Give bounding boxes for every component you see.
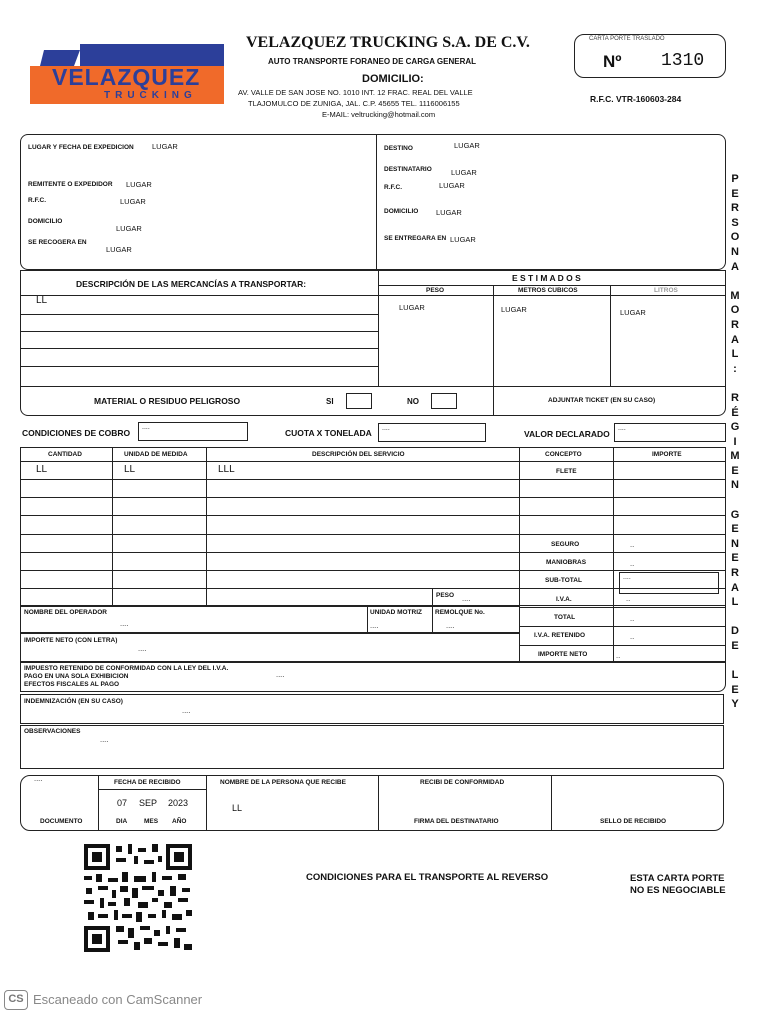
ticket-label: ADJUNTAR TICKET (EN SU CASO) (548, 397, 656, 404)
anio-label: AÑO (172, 818, 187, 825)
valor-input[interactable]: .... (614, 423, 726, 442)
fecha-recibido-label: FECHA DE RECIBIDO (114, 779, 181, 786)
side-text-char: P (731, 173, 739, 185)
goods-box (20, 270, 726, 416)
folio-prefix: Nº (603, 52, 622, 71)
goods-description-value[interactable]: LL (36, 295, 48, 306)
remitente-value[interactable]: LUGAR (126, 180, 152, 189)
mes-label: MES (144, 818, 159, 825)
concept-maniobras: MANIOBRAS (546, 559, 587, 566)
unidad-value[interactable]: LL (124, 464, 136, 475)
metros-value[interactable]: LUGAR (501, 305, 527, 314)
side-text-char: E (731, 187, 739, 200)
side-text-char: R (731, 567, 739, 580)
dia-value[interactable]: 07 (117, 798, 128, 808)
sello-label: SELLO DE RECIBIDO (600, 818, 667, 825)
peso-label: PESO (436, 592, 455, 599)
logo-sub-text: TRUCKING (104, 90, 197, 101)
importe-letra-label: IMPORTE NETO (CON LETRA) (24, 637, 118, 644)
recipient-rfc-value[interactable]: LUGAR (439, 181, 465, 190)
recipient-rfc-label: R.F.C. (384, 184, 403, 191)
col-cantidad: CANTIDAD (48, 451, 82, 458)
camscanner-badge (4, 990, 28, 1010)
concept-flete: FLETE (556, 468, 577, 475)
domicilio-title: DOMICILIO: (362, 73, 424, 85)
side-text-char (728, 493, 742, 508)
side-text-char: R (731, 202, 739, 215)
side-text-char: G (730, 421, 740, 434)
logo-main-text: VELAZQUEZ (52, 64, 201, 90)
side-text-char: A (731, 333, 739, 346)
side-text-char: É (731, 406, 739, 419)
firma-label: FIRMA DEL DESTINATARIO (414, 818, 499, 825)
importe-subtotal[interactable]: .... (619, 572, 719, 594)
valor-label: VALOR DECLARADO (524, 429, 610, 439)
side-text-char: A (731, 260, 739, 273)
side-text-char: L (731, 348, 739, 361)
observaciones-label: OBSERVACIONES (24, 728, 81, 735)
recipient-domicilio-label: DOMICILIO (384, 208, 419, 215)
hazmat-label: MATERIAL O RESIDUO PELIGROSO (94, 396, 241, 406)
cantidad-value[interactable]: LL (36, 464, 48, 475)
unidad-motriz-label: UNIDAD MOTRIZ (370, 609, 422, 616)
recoger-label: SE RECOGERA EN (28, 239, 87, 246)
side-text-char (728, 654, 742, 669)
carta-porte-label: CARTA PORTE TRASLADO (589, 36, 665, 42)
side-text-char: A (731, 581, 739, 594)
side-text-char: E (731, 552, 739, 565)
col-descripcion: DESCRIPCIÓN DEL SERVICIO (312, 451, 405, 458)
side-text-char: Y (731, 698, 739, 711)
indemnizacion-value[interactable]: .... (182, 706, 191, 715)
unidad-motriz-value[interactable]: .... (370, 621, 379, 630)
col-importe: IMPORTE (652, 451, 682, 458)
concept-seguro: SEGURO (551, 541, 580, 548)
goods-description-title: DESCRIPCIÓN DE LAS MERCANCÍAS A TRANSPORTAR: (76, 279, 307, 289)
importe-iva-retenido[interactable]: .. (630, 632, 635, 641)
col-concepto: CONCEPTO (545, 451, 582, 458)
side-text-char: L (731, 596, 739, 609)
documento-label: DOCUMENTO (40, 818, 83, 825)
importe-letra-value[interactable]: .... (138, 644, 147, 653)
no-negociable-line-2: NO ES NEGOCIABLE (630, 885, 726, 896)
indemnizacion-row (20, 694, 724, 724)
no-negociable-line-1: ESTA CARTA PORTE (630, 873, 725, 884)
persona-recibe-label: NOMBRE DE LA PERSONA QUE RECIBE (220, 779, 346, 786)
anio-value[interactable]: 2023 (168, 798, 189, 808)
concept-subtotal: SUB-TOTAL (545, 577, 582, 584)
sender-domicilio-value[interactable]: LUGAR (116, 224, 142, 233)
importe-iva[interactable]: .. (626, 594, 631, 603)
concept-iva-retenido: I.V.A. RETENIDO (534, 632, 586, 639)
concept-total: TOTAL (554, 614, 576, 621)
observaciones-row (20, 725, 724, 769)
cobro-input[interactable]: .... (138, 422, 248, 441)
impuesto-line-3: EFECTOS FISCALES AL PAGO (24, 681, 120, 688)
sender-rfc-label: R.F.C. (28, 197, 47, 204)
folio-number: 1310 (661, 51, 705, 71)
litros-value[interactable]: LUGAR (620, 308, 646, 317)
side-text-char: N (731, 537, 739, 550)
company-logo (30, 42, 226, 108)
qr-code (82, 842, 194, 954)
destino-value[interactable]: LUGAR (454, 141, 480, 150)
camscanner-text: Escaneado con CamScanner (33, 992, 203, 1007)
side-text-char: R (731, 391, 739, 404)
qr-code-icon (82, 842, 194, 954)
col-unidad: UNIDAD DE MEDIDA (124, 451, 188, 458)
importe-total[interactable]: .. (630, 614, 635, 623)
destinatario-label: DESTINATARIO (384, 166, 432, 173)
company-rfc: R.F.C. VTR-160603-284 (590, 94, 682, 104)
observaciones-value[interactable]: .... (100, 735, 109, 744)
sender-domicilio-label: DOMICILIO (28, 218, 63, 225)
documento-value[interactable]: .... (34, 774, 43, 783)
destino-label: DESTINO (384, 145, 413, 152)
sender-rfc-value[interactable]: LUGAR (120, 197, 146, 206)
company-name: VELAZQUEZ TRUCKING S.A. DE C.V. (246, 34, 530, 51)
side-text-char (728, 610, 742, 625)
side-text-char: N (731, 479, 739, 492)
impuesto-value[interactable]: .... (276, 670, 285, 679)
concept-iva: I.V.A. (556, 596, 572, 603)
company-tagline: AUTO TRANSPORTE FORANEO DE CARGA GENERAL (268, 57, 477, 66)
conditions-text: CONDICIONES PARA EL TRANSPORTE AL REVERSO (306, 872, 549, 883)
estimados-title: E S T I M A D O S (512, 273, 581, 283)
side-text-char: I (733, 435, 737, 448)
place-date-label: LUGAR Y FECHA DE EXPEDICION (28, 144, 134, 151)
side-text-char: O (730, 304, 740, 317)
entregara-label: SE ENTREGARA EN (384, 235, 447, 242)
remolque-label: REMOLQUE No. (435, 609, 485, 616)
side-text-char: D (731, 625, 739, 638)
side-text-char: M (730, 450, 740, 463)
address-line-2: TLAJOMULCO DE ZUNIGA, JAL. C.P. 45655 TEL. 1116006155 (248, 99, 460, 108)
side-text-char (728, 376, 742, 391)
email-line: E-MAIL: veltrucking@hotmail.com (322, 110, 436, 119)
descripcion-value[interactable]: LLL (218, 464, 235, 475)
side-text-char (728, 274, 742, 289)
cobro-label: CONDICIONES DE COBRO (22, 428, 131, 438)
address-line-1: AV. VALLE DE SAN JOSE NO. 1010 INT. 12 FRAC. REAL DEL VALLE (238, 88, 473, 97)
operador-label: NOMBRE DEL OPERADOR (24, 609, 107, 616)
hazmat-si-label: SI (326, 397, 334, 406)
place-date-value[interactable]: LUGAR (152, 142, 178, 151)
entregara-value[interactable]: LUGAR (450, 235, 476, 244)
mes-value[interactable]: SEP (139, 798, 158, 808)
recoger-value[interactable]: LUGAR (106, 245, 132, 254)
persona-recibe-value[interactable]: LL (232, 803, 243, 813)
remitente-label: REMITENTE O EXPEDIDOR (28, 181, 113, 188)
recipient-domicilio-value[interactable]: LUGAR (436, 208, 462, 217)
side-text-char: S (731, 216, 739, 229)
hazmat-no-checkbox[interactable] (431, 393, 457, 409)
metros-header: METROS CUBICOS (518, 287, 578, 294)
side-vertical-text (728, 172, 742, 712)
importe-seguro[interactable]: .. (630, 540, 635, 549)
peso-header: PESO (426, 287, 445, 294)
conformidad-label: RECIBI DE CONFORMIDAD (420, 779, 505, 786)
importe-neto[interactable]: .. (616, 651, 621, 660)
side-text-char: N (731, 245, 739, 258)
side-text-char: E (731, 640, 739, 652)
destinatario-value[interactable]: LUGAR (451, 168, 477, 177)
litros-header: LITROS (654, 287, 678, 294)
peso-value-lower[interactable]: .... (462, 594, 471, 603)
operador-value[interactable]: .... (120, 619, 129, 628)
side-text-char: : (733, 362, 737, 375)
camscanner-badge-text: CS (8, 993, 24, 1005)
remolque-value[interactable]: .... (446, 621, 455, 630)
hazmat-si-checkbox[interactable] (346, 393, 372, 409)
impuesto-line-1: IMPUESTO RETENIDO DE CONFORMIDAD CON LA LEY DEL I.V.A. (24, 665, 229, 672)
side-text-char: E (731, 464, 739, 477)
cuota-input[interactable]: .... (378, 423, 486, 442)
side-text-char: G (730, 508, 740, 521)
side-text-char: R (731, 318, 739, 331)
indemnizacion-label: INDEMNIZACIÓN (EN SU CASO) (24, 698, 123, 705)
side-text-char: E (731, 523, 739, 536)
side-text-char: M (730, 289, 740, 302)
peso-value[interactable]: LUGAR (399, 303, 425, 312)
dia-label: DIA (116, 818, 128, 825)
cuota-label: CUOTA X TONELADA (285, 428, 372, 438)
side-text-char: E (731, 683, 739, 696)
side-text-char: L (731, 669, 739, 682)
hazmat-no-label: NO (407, 397, 419, 406)
folio-box (574, 34, 726, 78)
importe-maniobras[interactable]: .. (630, 559, 635, 568)
impuesto-line-2: PAGO EN UNA SOLA EXHIBICION (24, 673, 129, 680)
side-text-char: O (730, 231, 740, 244)
concept-importe-neto: IMPORTE NETO (538, 651, 588, 658)
